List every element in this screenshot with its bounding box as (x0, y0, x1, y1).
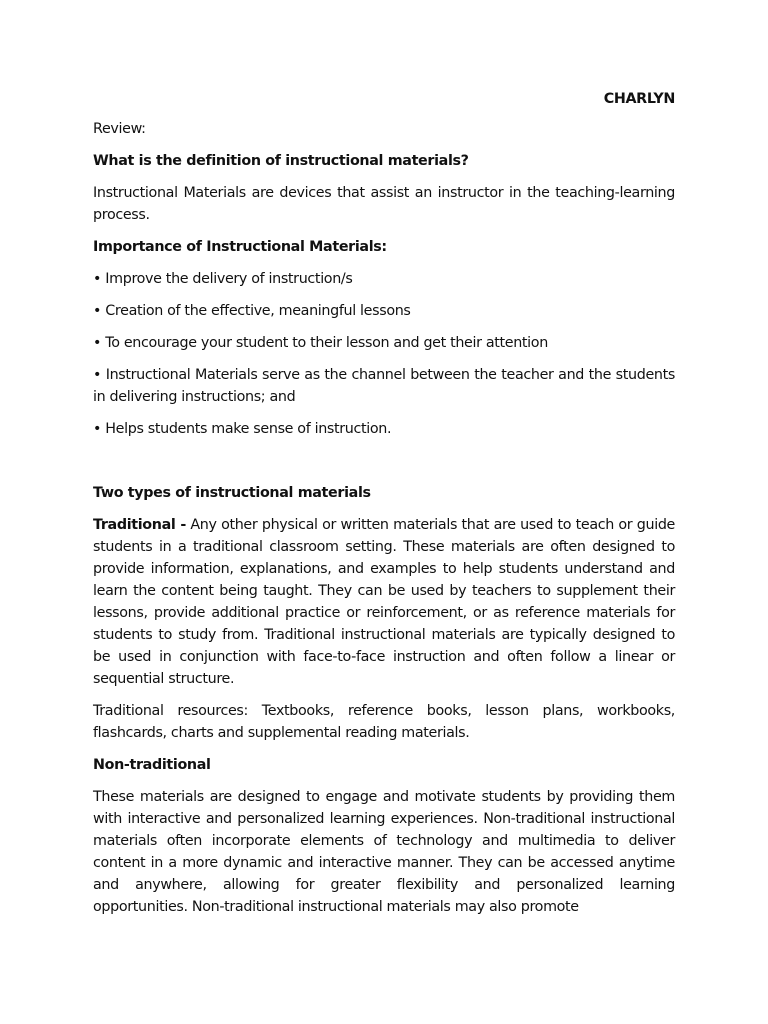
nontraditional-heading: Non-traditional (93, 757, 211, 773)
definition-question: What is the definition of instructional materials? (93, 153, 469, 169)
importance-item: • To encourage your student to their lesson and get their attention (93, 335, 548, 351)
traditional-paragraph (93, 514, 675, 690)
importance-item: • Helps students make sense of instruction. (93, 421, 392, 437)
importance-heading: Importance of Instructional Materials: (93, 239, 387, 255)
review-label: Review: (93, 121, 146, 137)
importance-item: • Creation of the effective, meaningful lessons (93, 303, 411, 319)
traditional-text: Any other physical or written materials that are used to teach or guide students in a traditional classroom setting. These materials are often designed to provide information, explanations, and examples to help students understand and learn the content being taught. They can be used by teachers to supplement their lessons, provide additional practice or reinforcement, or as reference materials for students to study from. Traditional instructional materials are typically designed to be used in conjunction with face-to-face instruction and often follow a linear or sequential structure. (93, 517, 675, 687)
importance-item: • Improve the delivery of instruction/s (93, 271, 353, 287)
document-page (93, 88, 675, 928)
traditional-resources: Traditional resources: Textbooks, reference books, lesson plans, workbooks, flashcards, charts and supplemental reading materials. (93, 703, 675, 741)
nontraditional-text: These materials are designed to engage and motivate students by providing them with interactive and personalized learning experiences. Non-traditional instructional materials often incorporate elements of technology and multimedia to deliver content in a more dynamic and interactive manner. They can be accessed anytime and anywhere, allowing for greater flexibility and personalized learning opportunities. Non-traditional instructional materials may also promote (93, 789, 675, 915)
types-heading: Two types of instructional materials (93, 485, 371, 501)
definition-answer: Instructional Materials are devices that assist an instructor in the teaching-learning process. (93, 185, 675, 223)
author-name: CHARLYN (603, 91, 675, 107)
section-spacer (93, 450, 675, 482)
importance-item: • Instructional Materials serve as the channel between the teacher and the students in delivering instructions; and (93, 367, 675, 405)
traditional-label: Traditional - (93, 517, 186, 533)
